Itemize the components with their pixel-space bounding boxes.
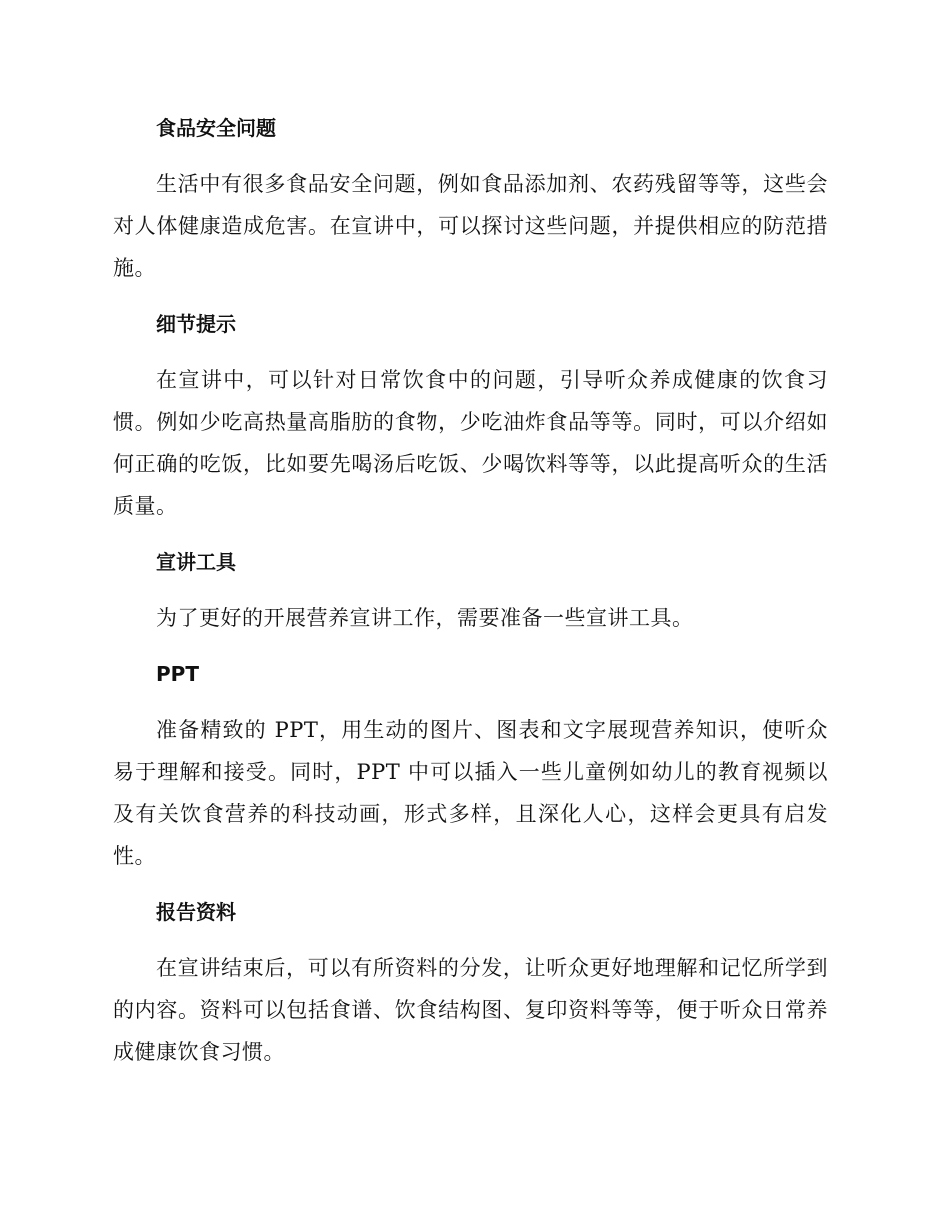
section-body-report-materials: 在宣讲结束后，可以有所资料的分发，让听众更好地理解和记忆所学到的内容。资料可以包括食谱、饮食结构图、复印资料等等，便于听众日常养成健康饮食习惯。: [113, 956, 828, 1064]
section-heading-detail-tips: 细节提示: [156, 312, 236, 336]
section-heading-presentation-tools: 宣讲工具: [156, 550, 236, 574]
section-body-detail-tips: 在宣讲中，可以针对日常饮食中的问题，引导听众养成健康的饮食习惯。例如少吃高热量高脂肪的食物，少吃油炸食品等等。同时，可以介绍如何正确的吃饭，比如要先喝汤后吃饭、少喝饮料等等，以此提高听众的生活质量。: [113, 368, 828, 518]
section-heading-food-safety: 食品安全问题: [156, 116, 276, 140]
section-heading-report-materials: 报告资料: [156, 900, 236, 924]
section-heading-ppt: PPT: [156, 662, 199, 686]
section-body-food-safety: 生活中有很多食品安全问题，例如食品添加剂、农药残留等等，这些会对人体健康造成危害。在宣讲中，可以探讨这些问题，并提供相应的防范措施。: [113, 172, 828, 280]
section-body-presentation-tools: 为了更好的开展营养宣讲工作，需要准备一些宣讲工具。: [156, 606, 694, 630]
section-body-ppt: 准备精致的 PPT，用生动的图片、图表和文字展现营养知识，使听众易于理解和接受。同时，PPT 中可以插入一些儿童例如幼儿的教育视频以及有关饮食营养的科技动画，形式多样，且深化人心，这样会更具有启发性。: [113, 718, 828, 868]
